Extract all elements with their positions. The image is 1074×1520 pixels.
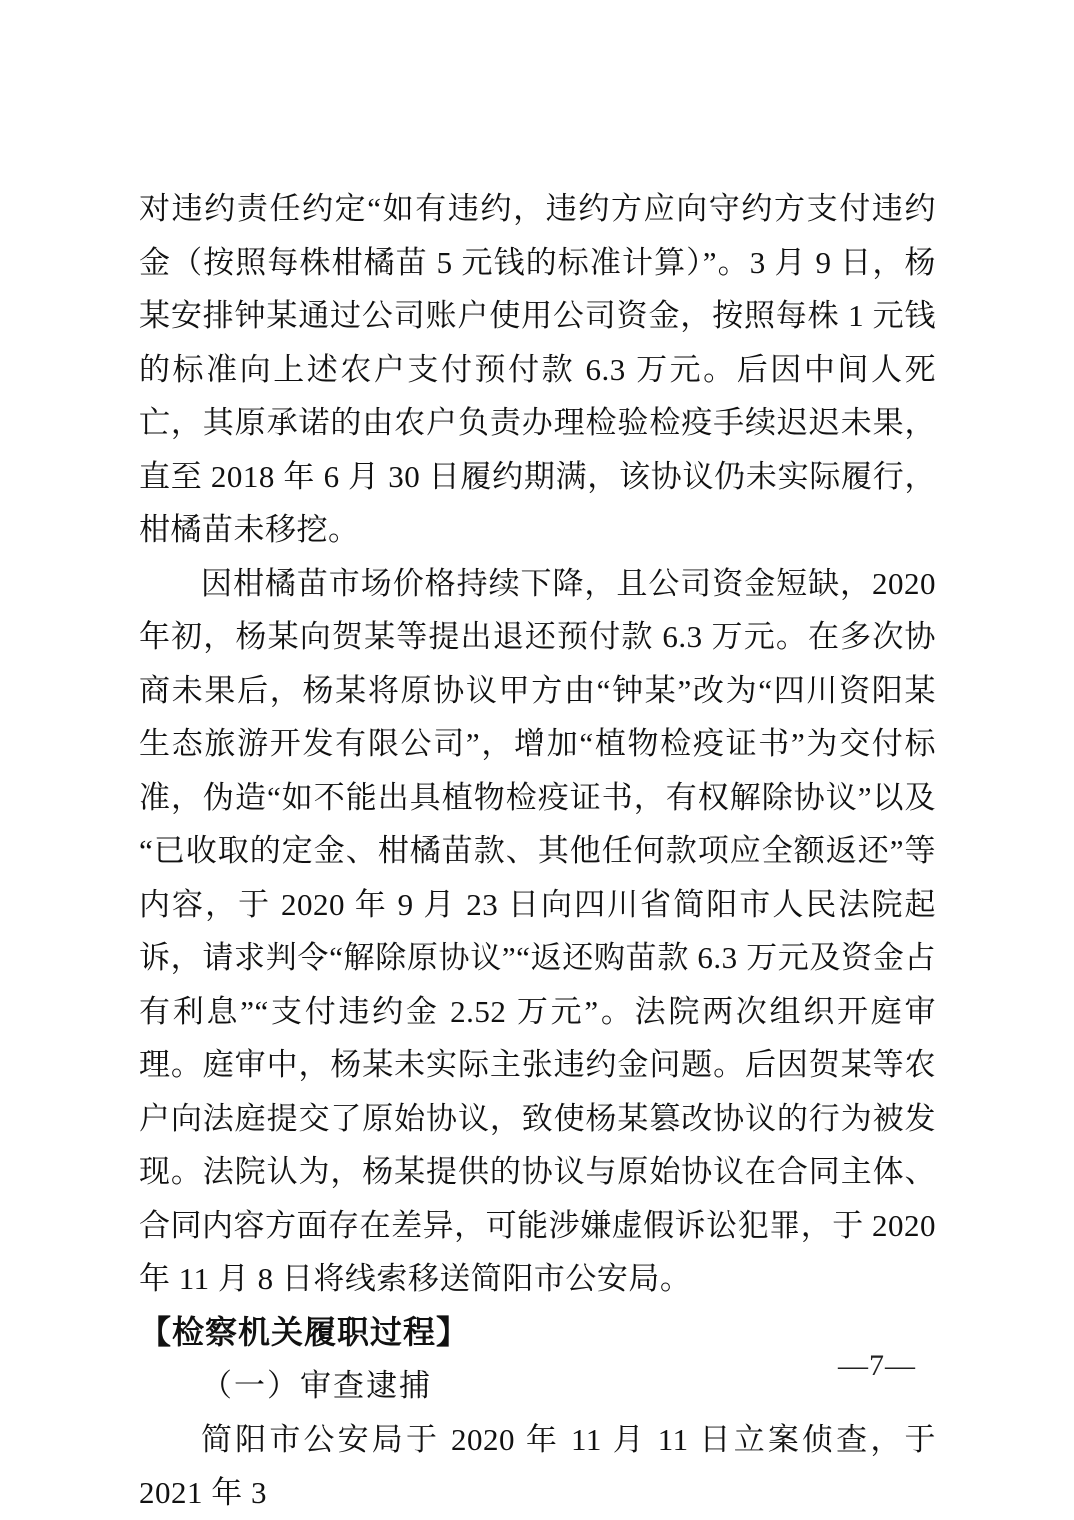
text-block [139, 182, 936, 1520]
paragraph-case-development: 因柑橘苗市场价格持续下降，且公司资金短缺，2020 年初，杨某向贺某等提出退还预付款 6.3 万元。在多次协商未果后，杨某将原协议甲方由“钟某”改为“四川资阳某生态旅游开发有限公司”，增加“植物检疫证书”为交付标准，伪造“如不能出具植物检疫证书，有权解除协议”以及“已收取的定金、柑橘苗款、其他任何款项应全额返还”等内容，于 2020 年 9 月 23 日向四川省简阳市人民法院起诉，请求判令“解除原协议”“返还购苗款 6.3 万元及资金占有利息”“支付违约金 2.52 万元”。法院两次组织开庭审理。庭审中，杨某未实际主张违约金问题。后因贺某等农户向法庭提交了原始协议，致使杨某篡改协议的行为被发现。法院认为，杨某提供的协议与原始协议在合同主体、合同内容方面存在差异，可能涉嫌虚假诉讼犯罪，于 2020 年 11 月 8 日将线索移送简阳市公安局。 [139, 565, 936, 1296]
section-heading-procuratorate-duty-process: 【检察机关履职过程】 [139, 1313, 470, 1350]
page-number: —7— [838, 1349, 916, 1382]
sub-heading-arrest-review: （一）审查逮捕 [201, 1368, 432, 1403]
paragraph-continuation: 对违约责任约定“如有违约，违约方应向守约方支付违约金（按照每株柑橘苗 5 元钱的标准计算）”。3 月 9 日，杨某安排钟某通过公司账户使用公司资金，按照每株 1 元钱的标准向上述农户支付预付款 6.3 万元。后因中间人死亡，其原承诺的由农户负责办理检验检疫手续迟迟未果，直至 2018 年 6 月 30 日履约期满，该协议仍未实际履行，柑橘苗未移挖。 [139, 191, 936, 547]
paragraph-investigation-start: 简阳市公安局于 2020 年 11 月 11 日立案侦查，于 2021 年 3 [139, 1421, 936, 1510]
